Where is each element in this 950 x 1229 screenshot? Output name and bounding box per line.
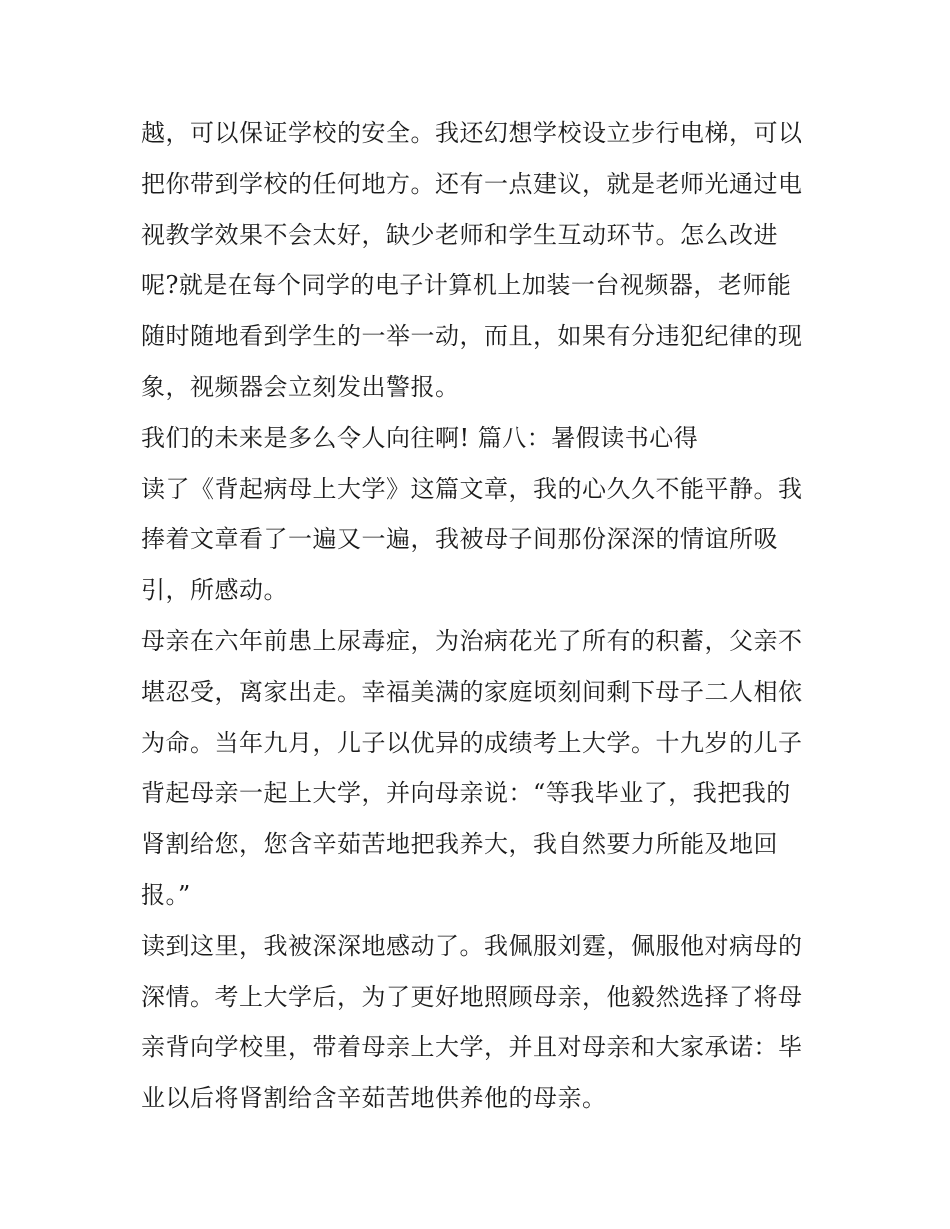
text-line: 背起母亲一起上大学，并向母亲说：“等我毕业了，我把我的 — [141, 779, 791, 808]
text-line: 呢?就是在每个同学的电子计算机上加装一台视频器，老师能 — [141, 271, 792, 300]
text-line: 报。” — [141, 880, 191, 909]
text-line: 肾割给您，您含辛茹苦地把我养大，我自然要力所能及地回 — [141, 830, 778, 859]
section-heading-line: 我们的未来是多么令人向往啊! 篇八：暑假读书心得 — [141, 423, 699, 452]
text-line: 读到这里，我被深深地感动了。我佩服刘霆，佩服他对病母的 — [141, 931, 803, 960]
text-line: 捧着文章看了一遍又一遍，我被母子间那份深深的情谊所吸 — [141, 525, 778, 554]
text-line: 视教学效果不会太好，缺少老师和学生互动环节。怎么改进 — [141, 220, 778, 249]
text-line: 随时随地看到学生的一举一动，而且，如果有分违犯纪律的现 — [141, 322, 803, 351]
text-line: 亲背向学校里，带着母亲上大学，并且对母亲和大家承诺：毕 — [141, 1033, 803, 1062]
text-line: 读了《背起病母上大学》这篇文章，我的心久久不能平静。我 — [141, 474, 803, 503]
text-line: 业以后将肾割给含辛茹苦地供养他的母亲。 — [141, 1084, 607, 1113]
text-line: 象，视频器会立刻发出警报。 — [141, 372, 460, 401]
document-body — [141, 108, 821, 1124]
text-line: 母亲在六年前患上尿毒症，为治病花光了所有的积蓄，父亲不 — [141, 626, 803, 655]
text-line: 为命。当年九月，儿子以优异的成绩考上大学。十九岁的儿子 — [141, 728, 803, 757]
text-line: 堪忍受，离家出走。幸福美满的家庭顷刻间剩下母子二人相依 — [141, 677, 803, 706]
text-line: 深情。考上大学后，为了更好地照顾母亲，他毅然选择了将母 — [141, 982, 803, 1011]
text-line: 越，可以保证学校的安全。我还幻想学校设立步行电梯，可以 — [141, 119, 803, 147]
text-line: 把你带到学校的任何地方。还有一点建议，就是老师光通过电 — [141, 169, 803, 198]
text-line: 引，所感动。 — [141, 576, 288, 605]
